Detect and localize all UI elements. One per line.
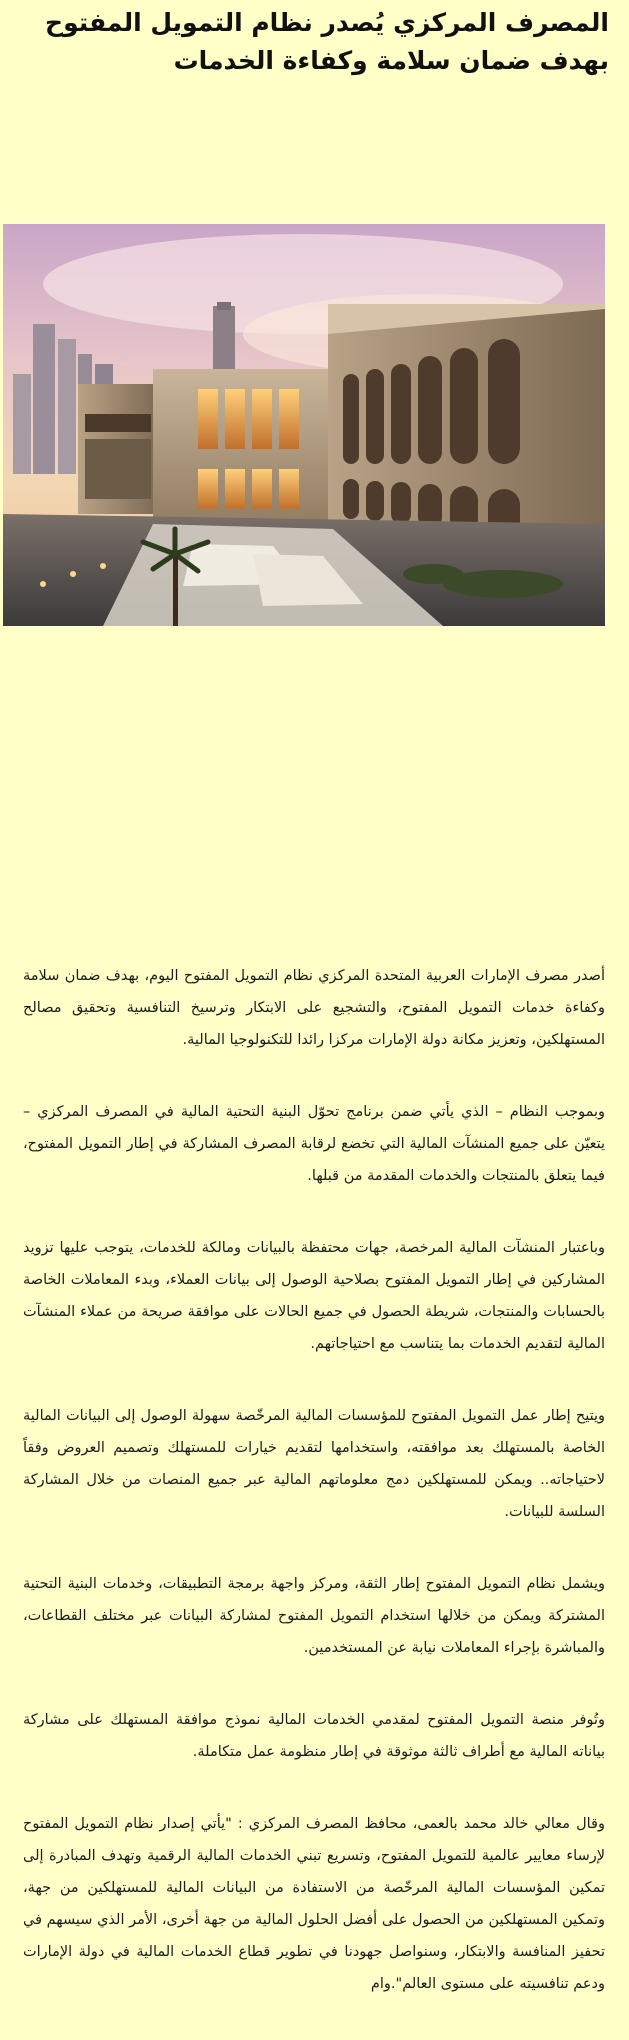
article-image — [3, 224, 605, 626]
article-paragraph-3: وباعتبار المنشآت المالية المرخصة، جهات محتفظة بالبيانات ومالكة للخدمات، يتوجب عليها تزويد المشاركين في إطار التمويل المفتوح بصلاحية الوصول إلى بيانات العملاء، وبدء المعاملات الخاصة بالحسابات والمنتجات، شريطة الحصول في جميع الحالات على موافقة صريحة من عملاء المنشآت المالية لتقديم الخدمات بما يتناسب مع احتياجاتهم. — [23, 1240, 605, 1352]
central-bank-building-photo — [3, 224, 605, 626]
article-headline: المصرف المركزي يُصدر نظام التمويل المفتوح بهدف ضمان سلامة وكفاءة الخدمات — [45, 8, 609, 75]
article-paragraph-7: وقال معالي خالد محمد بالعمى، محافظ المصرف المركزي : "يأتي إصدار نظام التمويل المفتوح لإرساء معايير عالمية للتمويل المفتوح، وتسريع تبني الخدمات المالية الرقمية وتهدف المبادرة إلى تمكين المؤسسات المالية المرخّصة من الاستفادة من البيانات المالية للمستهلكين من جهة، وتمكين المستهلكين من الحصول على أفضل الحلول المالية من جهة أخرى، الأمر الذي سيسهم في تحفيز المنافسة والابتكار، وسنواصل جهودنا في تطوير قطاع الخدمات المالية في دولة الإمارات ودعم تنافسيته على مستوى العالم".وام — [23, 1816, 605, 1992]
article-paragraph-6: وتُوفر منصة التمويل المفتوح لمقدمي الخدمات المالية نموذج موافقة المستهلك على مشاركة بياناته المالية مع أطراف ثالثة موثوقة في إطار منظومة عمل متكاملة. — [23, 1712, 605, 1760]
article-paragraph-2: وبموجب النظام – الذي يأتي ضمن برنامج تحوّل البنية التحتية المالية في المصرف المركزي – يتعيّن على جميع المنشآت المالية التي تخضع لرقابة المصرف المشاركة في إطار التمويل المفتوح، فيما يتعلق بالمنتجات والخدمات المقدمة من قبلها. — [23, 1104, 605, 1184]
article-paragraph-4: ويتيح إطار عمل التمويل المفتوح للمؤسسات المالية المرخّصة سهولة الوصول إلى البيانات المالية الخاصة بالمستهلك بعد موافقته، واستخدامها لتقديم خيارات للمستهلك وتصميم العروض وفقاً لاحتياجاته.. ويمكن للمستهلكين دمج معلوماتهم المالية عبر جميع المنصات من خلال المشاركة السلسة للبيانات. — [23, 1408, 605, 1520]
article-paragraph-1: أصدر مصرف الإمارات العربية المتحدة المركزي نظام التمويل المفتوح اليوم، بهدف ضمان سلامة وكفاءة خدمات التمويل المفتوح، والتشجيع على الابتكار وترسيخ التنافسية وتحقيق مصالح المستهلكين، وتعزيز مكانة دولة الإمارات مركزا رائدا للتكنولوجيا المالية. — [23, 968, 605, 1048]
article-body — [23, 960, 605, 2040]
article-paragraph-5: ويشمل نظام التمويل المفتوح إطار الثقة، ومركز واجهة برمجة التطبيقات، وخدمات البنية التحتية المشتركة ويمكن من خلالها استخدام التمويل المفتوح لمشاركة البيانات عبر مختلف القطاعات، والمباشرة بإجراء المعاملات نيابة عن المستخدمين. — [23, 1576, 605, 1656]
